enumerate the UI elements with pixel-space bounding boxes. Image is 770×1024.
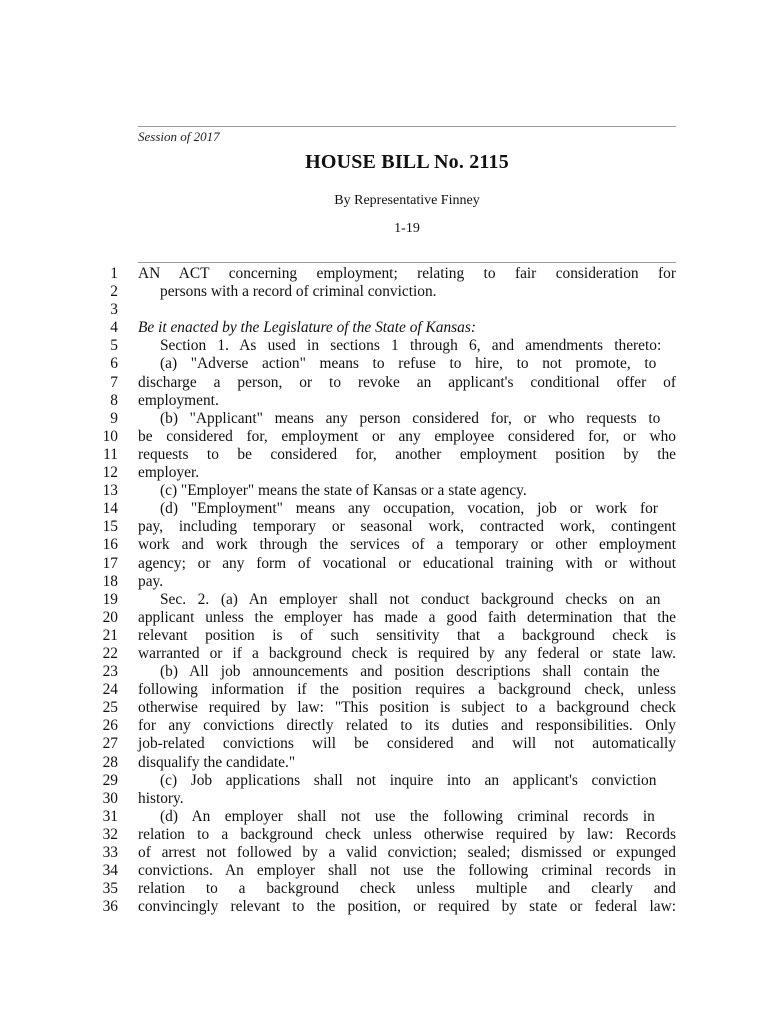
bill-line [0, 898, 770, 916]
line-text: work and work through the services of a temporary or other employment [138, 536, 676, 554]
line-number: 1 [110, 265, 118, 282]
line-number: 3 [110, 301, 118, 319]
bill-line [0, 591, 770, 609]
line-number: 30 [102, 789, 118, 807]
bill-line [0, 410, 770, 428]
bill-line [0, 392, 770, 410]
line-text: for any convictions directly related to its duties and responsibilities. Only [138, 717, 676, 735]
line-number: 10 [102, 427, 118, 445]
line-number: 14 [102, 500, 118, 518]
line-number: 2 [110, 283, 118, 301]
bill-line [0, 482, 770, 500]
bill-line [0, 500, 770, 518]
line-number: 8 [110, 391, 118, 409]
line-number: 29 [102, 771, 118, 789]
line-number: 15 [102, 518, 118, 536]
line-number: 26 [102, 717, 118, 735]
bill-line [0, 844, 770, 862]
line-text: Be it enacted by the Legislature of the State of Kansas: [138, 319, 476, 337]
bill-line [0, 446, 770, 464]
session-label: Session of 2017 [138, 129, 220, 144]
line-number: 31 [102, 807, 118, 825]
bill-line [0, 862, 770, 880]
bill-line [0, 573, 770, 591]
line-number: 7 [110, 373, 118, 391]
line-text: convincingly relevant to the position, or required by state or federal law: [138, 898, 676, 916]
line-number: 22 [102, 644, 118, 662]
line-text: history. [138, 789, 184, 807]
line-text: of arrest not followed by a valid conviction; sealed; dismissed or expunged [138, 844, 676, 861]
line-text: requests to be considered for, another employment position by the [138, 445, 676, 463]
line-text: disqualify the candidate." [138, 753, 296, 771]
line-text: (a) "Adverse action" means to refuse to hire, to not promote, to [160, 355, 657, 373]
line-text: relation to a background check unless otherwise required by law: Records [138, 825, 676, 843]
bill-line [0, 754, 770, 772]
line-text: (b) All job announcements and position descriptions shall contain the [160, 663, 660, 681]
line-number: 32 [102, 825, 118, 843]
bill-line [0, 681, 770, 699]
bill-line [0, 337, 770, 355]
line-text: convictions. An employer shall not use the following criminal records in [138, 862, 676, 880]
bill-line [0, 555, 770, 573]
line-text: Sec. 2. (a) An employer shall not conduct background checks on an [160, 590, 661, 608]
line-text: (d) An employer shall not use the following criminal records in [160, 807, 655, 825]
bill-line [0, 301, 770, 319]
line-number: 12 [102, 464, 118, 482]
bill-text-body [0, 265, 770, 916]
top-rule [138, 126, 676, 127]
line-text: (c) Job applications shall not inquire into an applicant's conviction [160, 771, 657, 789]
line-text: relation to a background check unless multiple and clearly and [138, 880, 676, 898]
bill-line [0, 536, 770, 554]
line-number: 35 [102, 880, 118, 898]
line-number: 36 [102, 898, 118, 916]
line-text: discharge a person, or to revoke an applicant's conditional offer of [138, 373, 676, 391]
line-number: 25 [102, 699, 118, 717]
line-text: pay. [138, 572, 164, 590]
line-number: 16 [102, 536, 118, 554]
line-text: (d) "Employment" means any occupation, vocation, job or work for [160, 500, 658, 518]
bill-line [0, 880, 770, 898]
line-number: 9 [110, 409, 118, 427]
bill-line [0, 464, 770, 482]
bill-line [0, 283, 770, 301]
line-text: be considered for, employment or any employee considered for, or who [138, 427, 676, 445]
line-text: warranted or if a background check is required by any federal or state law. [138, 644, 676, 662]
bill-line [0, 355, 770, 373]
bill-title: HOUSE BILL No. 2115 [305, 151, 509, 173]
sponsor-line: By Representative Finney [334, 193, 480, 208]
line-text: Section 1. As used in sections 1 through 6, and amendments thereto: [160, 337, 662, 355]
line-text: (b) "Applicant" means any person considered for, or who requests to [160, 409, 661, 427]
bill-line [0, 663, 770, 681]
bill-line [0, 717, 770, 735]
line-text: persons with a record of criminal conviction. [160, 283, 437, 301]
line-number: 6 [110, 355, 118, 373]
line-number: 17 [102, 554, 118, 572]
bill-line [0, 319, 770, 337]
introduction-date: 1-19 [394, 221, 420, 236]
bill-line [0, 609, 770, 627]
bill-line [0, 735, 770, 753]
line-number: 21 [102, 626, 118, 644]
line-number: 27 [102, 735, 118, 753]
line-text: following information if the position requires a background check, unless [138, 681, 676, 699]
bill-line [0, 772, 770, 790]
line-number: 5 [110, 337, 118, 355]
line-text: AN ACT concerning employment; relating to fair consideration for [138, 265, 676, 282]
bill-line [0, 518, 770, 536]
line-number: 18 [102, 572, 118, 590]
bill-line [0, 627, 770, 645]
header-divider [138, 262, 676, 263]
bill-line [0, 428, 770, 446]
bill-line [0, 265, 770, 283]
line-text: otherwise required by law: "This position is subject to a background check [138, 699, 676, 717]
line-number: 34 [102, 862, 118, 880]
bill-line [0, 699, 770, 717]
line-text: employment. [138, 391, 219, 409]
line-text: job-related convictions will be considered and will not automatically [138, 735, 676, 753]
line-text: relevant position is of such sensitivity that a background check is [138, 626, 676, 644]
bill-line [0, 826, 770, 844]
line-number: 11 [103, 445, 118, 463]
line-number: 19 [102, 590, 118, 608]
line-number: 20 [102, 608, 118, 626]
line-number: 13 [102, 482, 118, 500]
line-text: applicant unless the employer has made a good faith determination that the [138, 608, 676, 626]
line-text: (c) "Employer" means the state of Kansas or a state agency. [160, 482, 527, 500]
bill-line [0, 790, 770, 808]
line-text: pay, including temporary or seasonal work, contracted work, contingent [138, 518, 676, 536]
line-number: 28 [102, 753, 118, 771]
line-number: 4 [110, 319, 118, 337]
bill-line [0, 808, 770, 826]
line-text: agency; or any form of vocational or educational training with or without [138, 554, 676, 572]
line-number: 23 [102, 663, 118, 681]
line-text: employer. [138, 464, 200, 482]
bill-line [0, 374, 770, 392]
line-number: 24 [102, 681, 118, 699]
line-number: 33 [102, 844, 118, 861]
bill-line [0, 645, 770, 663]
